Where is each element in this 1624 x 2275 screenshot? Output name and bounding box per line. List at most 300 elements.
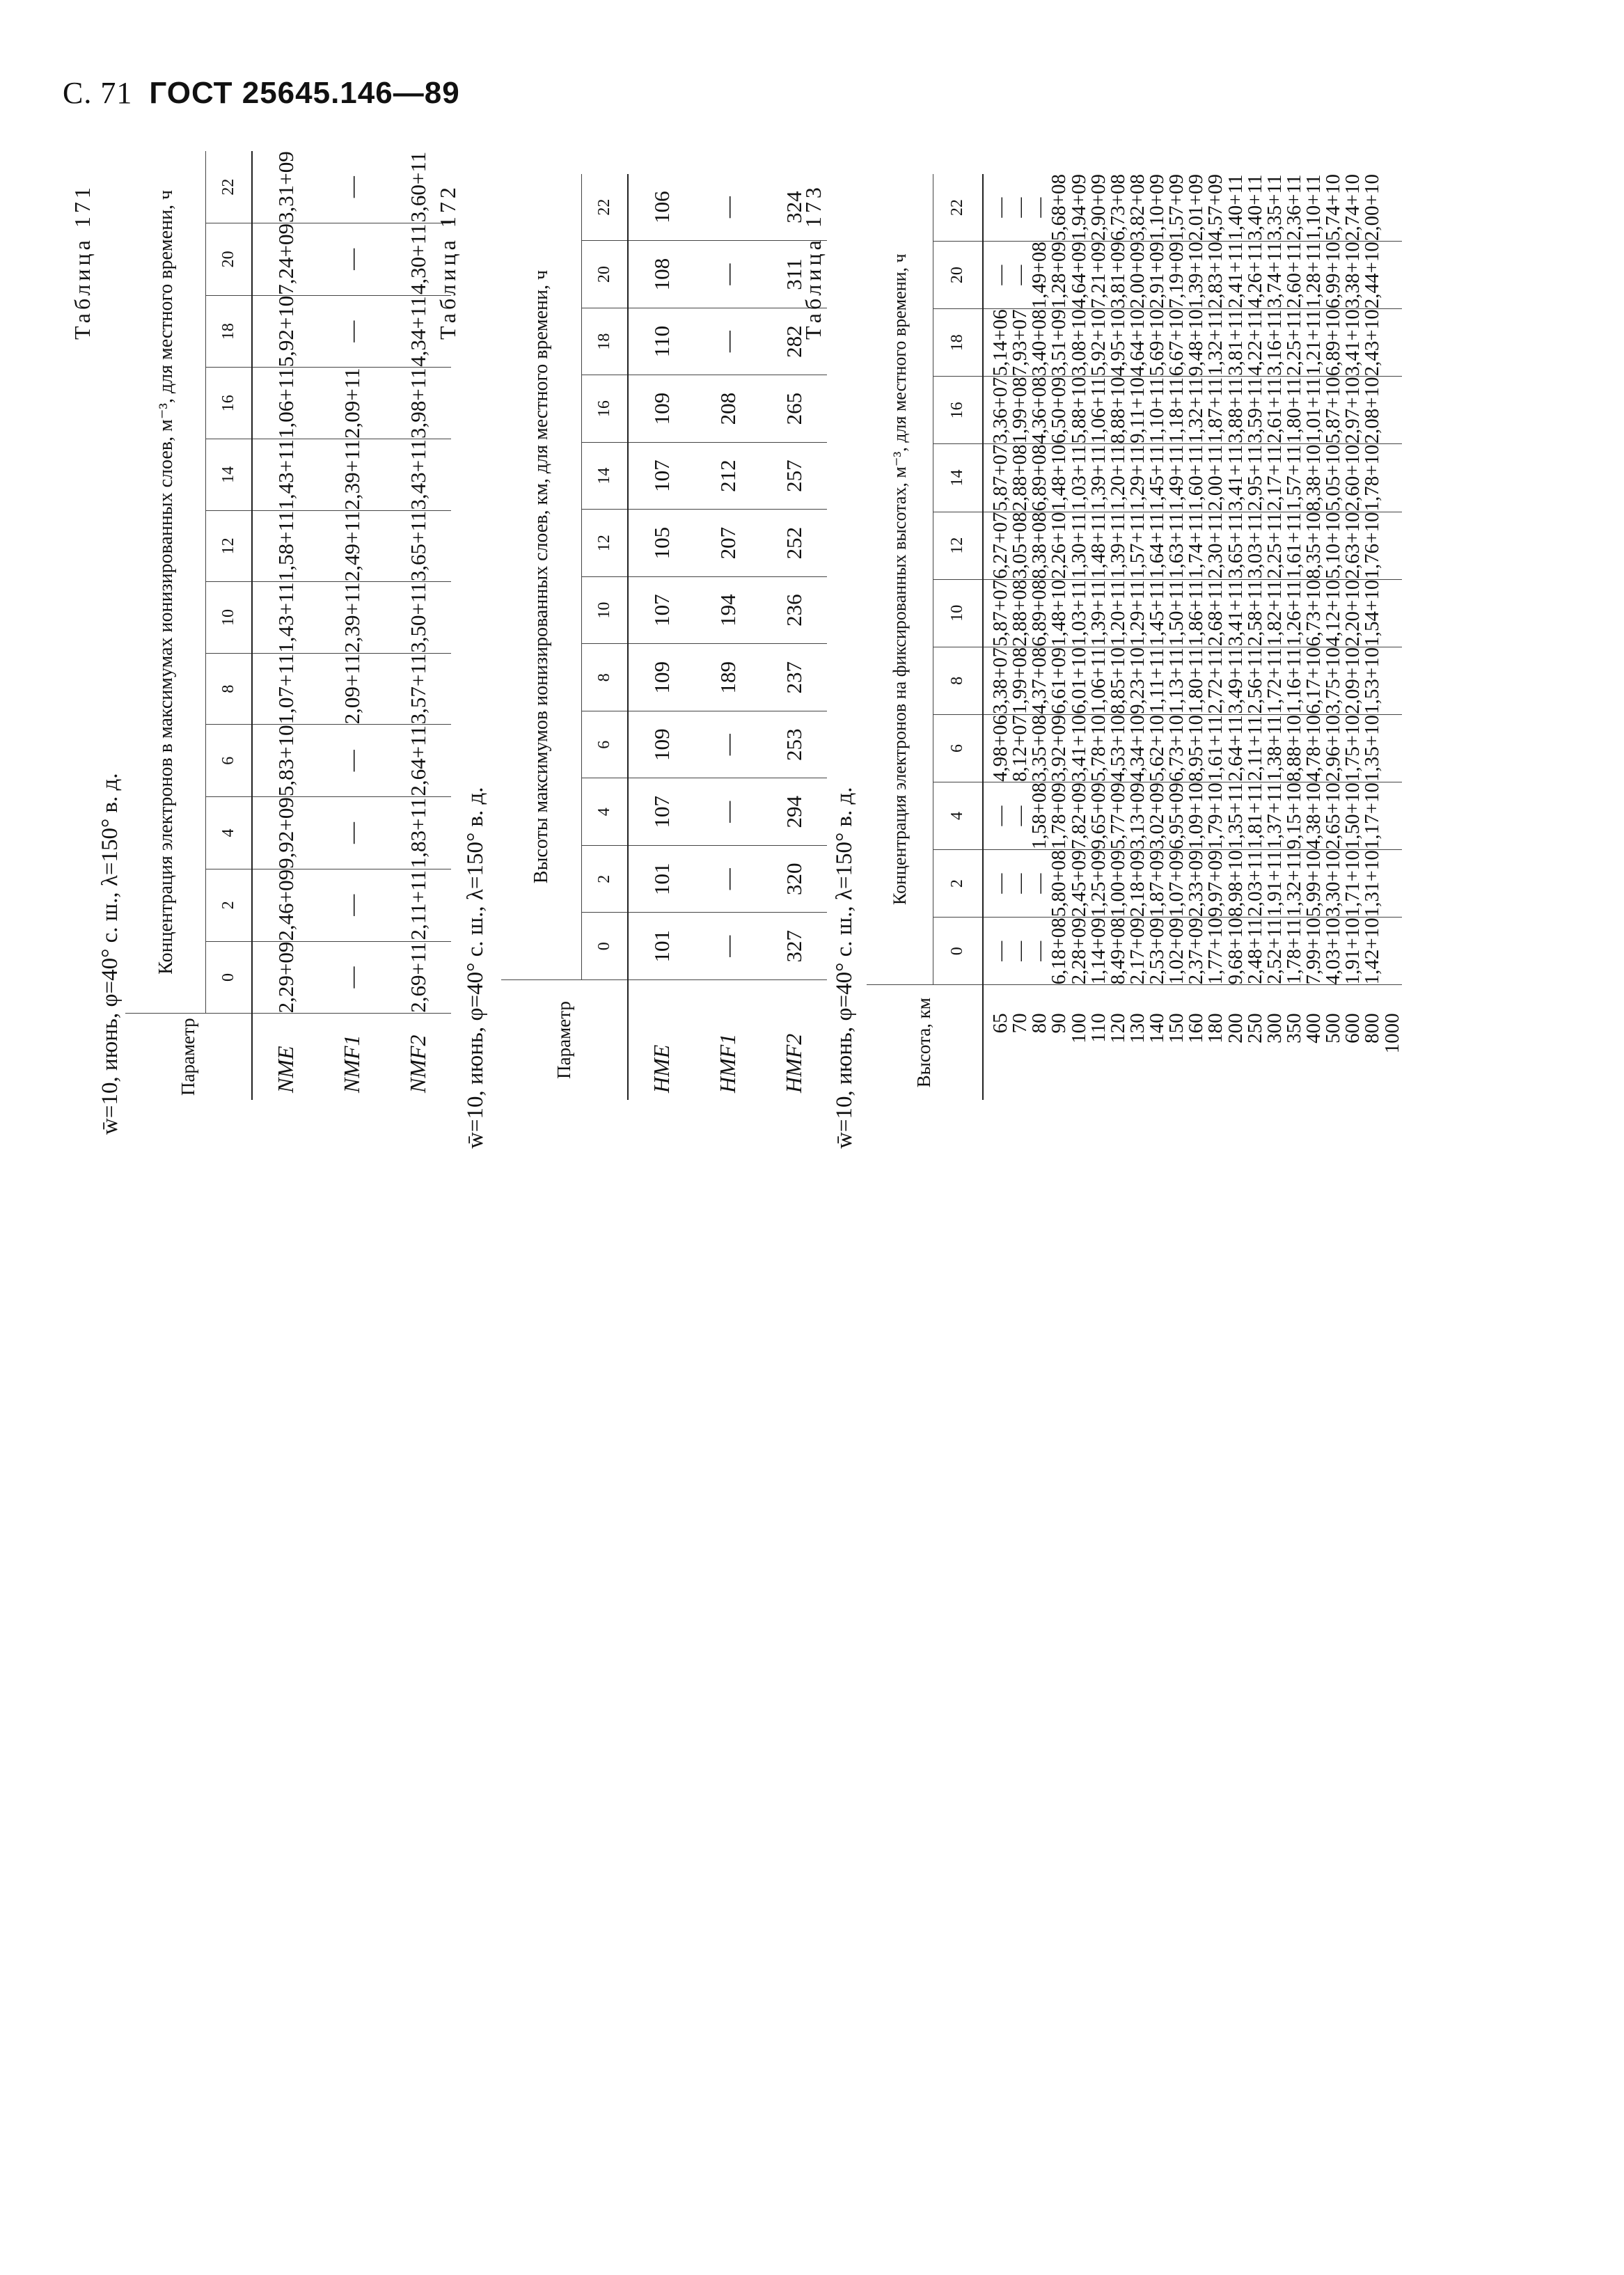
hours-row [933,174,984,1100]
cell-value: 1,61+11 [1282,512,1305,579]
cell-value: 1,99+08 [1009,377,1032,444]
cell-value: 4,22+11 [1243,309,1266,376]
cell-value: 4,64+09 [1067,242,1090,309]
cell-value: 5,92+10 [1087,309,1110,377]
height-value: 200 [1224,1013,1247,1044]
cell-value: 5,62+10 [1146,714,1168,782]
header-row [501,174,582,1100]
height-value: 140 [1146,1013,1168,1044]
cell-value: 3,16+11 [1263,309,1286,376]
cell-value: 1,78+10 [1361,444,1384,512]
cell-value: 2,64+11 [1224,715,1247,782]
cell-value: 265 [761,375,827,443]
cell-value: 8,38+10 [1302,444,1325,512]
cell-value: 7,19+09 [1165,242,1188,309]
hour-header: 2 [933,850,984,918]
cell-value: 106 [649,191,674,223]
cell-value: 1,20+11 [1106,444,1129,512]
cell-value: 7,21+09 [1087,242,1110,309]
cell-value: 2,39+11 [319,582,385,654]
cell-value: 1,76+10 [1361,512,1384,579]
cell-value: — [339,176,364,198]
hour-header: 2 [582,845,629,913]
cell-value: 9,11+10 [1126,377,1149,443]
cell-value: 109 [628,711,695,778]
param-name: NME [252,1014,319,1100]
cell-value: 1,79+10 [1204,782,1227,850]
cell-value: 212 [695,442,761,510]
table-row [695,174,761,1100]
hour-header: 16 [933,377,984,444]
cell-value: 7,82+09 [1067,782,1090,850]
cell-value: 1,49+08 [1028,242,1051,309]
cell-value: 194 [695,576,761,644]
cell-value: 4,37+08 [1028,647,1051,714]
cell-value: 324 [781,191,806,223]
cell-value: 1,50+10 [1341,782,1364,850]
hour-header: 14 [933,444,984,512]
hour-header: 6 [582,711,629,778]
cell-value: 2,37+09 [1185,918,1208,985]
cell-value: 3,31+09 [273,151,298,223]
cell-value: 4,30+11 [385,223,451,295]
cell-value: 236 [761,576,827,644]
table-row [252,151,319,1100]
cell-value: 1,53+10 [1361,647,1384,714]
hour-header: 12 [933,512,984,579]
hours-row [206,151,253,1100]
cell-value: 1,29+11 [1126,580,1149,647]
value-column [983,579,1402,647]
cell-value: 1,71+10 [1341,850,1364,918]
cell-value: 6,18+08 [1048,918,1071,985]
cell-value: 5,92+10 [252,295,319,368]
cell-value: 108 [628,241,695,308]
table-173-label: Таблица 173 [801,184,826,340]
cell-value: 2,88+08 [1009,444,1032,512]
value-column [983,242,1402,309]
cell-value: 2,69+11 [385,941,451,1014]
cell-value: — [695,308,761,375]
hour-header: 8 [582,644,629,711]
cell-value: 1,45+11 [1146,444,1168,512]
cell-value: 1,10+09 [1146,174,1168,242]
cell-value: 107 [628,576,695,644]
cell-value: 1,10+11 [1302,174,1325,241]
height-value: 100 [1067,1013,1090,1044]
cell-value: 1,07+09 [1165,850,1188,918]
height-value: 70 [1009,1013,1032,1034]
cell-value: 6,95+09 [1165,782,1188,850]
cell-value: 1,13+11 [1165,647,1188,714]
table-173-condition: w̄=10, июнь, φ=40° с. ш., λ=150° в. д. [832,787,857,1149]
hour-header: 22 [582,174,629,241]
cell-value: 2,90+09 [1087,174,1110,242]
cell-value: 3,35+08 [1028,714,1051,782]
cell-value: 3,92+09 [1048,714,1071,782]
cell-value: 3,05+08 [1009,512,1032,579]
cell-value: 1,03+11 [1067,580,1090,647]
cell-value: 2,30+11 [1204,512,1227,579]
cell-value: — [1009,197,1032,218]
group-header: Концентрация электронов в максимумах ионизированных слоев, м⁻³, для местного времени, ч [125,151,206,1014]
cell-value: 2,65+10 [1322,782,1345,850]
cell-value: 5,80+08 [1048,850,1071,918]
cell-value: 2,41+11 [1224,242,1247,308]
cell-value: 1,86+11 [1185,580,1208,647]
hour-header: 12 [206,510,253,582]
hour-header: 22 [206,151,253,223]
cell-value: 2,95+11 [1243,444,1266,512]
height-value: 130 [1126,1013,1149,1044]
height-value: 150 [1165,1013,1188,1044]
cell-value: 109 [628,644,695,711]
hour-header: 10 [206,582,253,654]
cell-value: 208 [695,375,761,443]
cell-value: 9,23+10 [1126,647,1149,714]
cell-value: 6,89+10 [1322,309,1345,377]
cell-value: 1,81+11 [1243,782,1266,849]
hour-header: 16 [582,375,629,443]
cell-value: — [319,941,385,1014]
cell-value: 2,17+09 [1126,918,1149,985]
value-column [983,782,1402,849]
cell-value: 2,33+09 [1185,850,1208,918]
cell-value: 6,50+09 [1048,377,1071,444]
height-value: 1000 [1380,1013,1403,1054]
cell-value: 9,68+10 [1224,918,1247,985]
param-header: Параметр [125,1014,252,1100]
table-171-grid [125,151,451,1100]
cell-value: 4,64+10 [1126,309,1149,377]
cell-value: 1,91+10 [1341,918,1364,985]
cell-value: 1,01+11 [1302,377,1325,443]
cell-value: 3,59+11 [1243,377,1266,443]
hour-header: 14 [582,442,629,510]
cell-value: 1,58+11 [252,510,319,582]
cell-value: 1,21+11 [1302,309,1325,376]
table-171-label: Таблица 171 [70,184,95,340]
cell-value: 3,36+07 [989,377,1011,444]
cell-value: 3,30+10 [1322,850,1345,918]
cell-value: 9,15+10 [1282,782,1305,850]
cell-value: 1,18+11 [1165,377,1188,443]
cell-value: 1,11+11 [1146,647,1168,714]
cell-value: 5,78+10 [1087,714,1110,782]
height-value: 250 [1243,1013,1266,1044]
cell-value: 1,40+11 [1224,174,1247,241]
cell-value: — [989,197,1011,218]
cell-value: — [695,778,761,846]
cell-value: 105 [628,510,695,577]
cell-value: 8,38+08 [1028,512,1051,579]
cell-value: 101 [628,845,695,913]
cell-value: 3,40+11 [1243,174,1266,241]
cell-value: 8,98+10 [1224,850,1247,918]
cell-value: 1,25+09 [1087,850,1110,918]
cell-value: 2,60+11 [1282,242,1305,308]
cell-value: 3,60+11 [405,151,430,223]
cell-value: 107 [628,778,695,846]
cell-value: 3,65+11 [1224,512,1247,579]
cell-value: 294 [761,778,827,846]
cell-value: 1,87+11 [1204,377,1227,443]
cell-value: 1,64+11 [1146,512,1168,579]
cell-value: 101 [628,913,695,980]
cell-value: 1,35+10 [1361,714,1384,782]
group-header: Концентрация электронов на фиксированных высотах, м⁻³, для местного времени, ч [867,174,933,985]
cell-value: 1,57+09 [1165,174,1188,242]
cell-value: 4,53+10 [1106,714,1129,782]
cell-value: 1,87+09 [1146,850,1168,918]
cell-value: 257 [761,442,827,510]
cell-value: 1,77+10 [1204,918,1227,985]
value-column [983,850,1402,918]
cell-value: 6,67+10 [1165,309,1188,377]
cell-value: 2,74+10 [1341,174,1364,242]
hour-header: 2 [206,869,253,941]
cell-value: 3,38+07 [989,647,1011,714]
hour-header: 10 [582,576,629,644]
cell-value: 1,20+11 [1106,580,1129,647]
cell-value: 6,01+10 [1067,647,1090,714]
group-header: Высоты максимумов ионизированных слоев, км, для местного времени, ч [501,174,582,980]
gost-code: ГОСТ 25645.146—89 [149,76,460,110]
cell-value: 6,89+08 [1028,579,1051,647]
cell-value: 5,87+10 [1322,377,1345,444]
cell-value: 1,09+10 [1185,782,1208,850]
param-name: HME [628,980,695,1101]
height-column [983,985,1402,1100]
param-name: HMF1 [695,980,761,1101]
cell-value: 2,11+11 [385,869,451,941]
cell-value: 3,41+10 [1067,714,1090,782]
cell-value: 1,94+09 [1067,174,1090,242]
table-172-label: Таблица 172 [435,184,460,340]
height-value: 160 [1185,1013,1208,1044]
page-number: С. 71 [63,76,133,110]
cell-value: 1,42+10 [1361,918,1384,985]
cell-value: 4,12+10 [1322,579,1345,647]
cell-value: — [319,295,385,368]
cell-value: 1,17+10 [1361,782,1384,850]
cell-value: 7,24+09 [252,223,319,295]
cell-value: 2,64+11 [385,725,451,797]
cell-value: 8,85+10 [1106,647,1129,714]
cell-value: — [989,805,1011,826]
cell-value: 1,28+11 [1302,242,1325,308]
cell-value: 1,54+10 [1361,579,1384,647]
table-173 [867,174,1402,1100]
cell-value: 5,77+09 [1106,782,1129,850]
cell-value: 311 [761,241,827,308]
cell-value: 2,09+11 [319,653,385,725]
cell-value: 6,99+10 [1322,242,1345,309]
hour-header: 20 [206,223,253,295]
cell-value: 5,87+07 [989,444,1011,512]
cell-value: 2,08+10 [1361,377,1384,444]
cell-value: 1,39+11 [1087,444,1110,512]
hour-header: 4 [206,797,253,869]
cell-value: 2,26+10 [1048,512,1071,579]
cell-value: 252 [761,510,827,577]
cell-value: 9,92+09 [252,797,319,869]
hour-header: 10 [933,579,984,647]
hour-header: 16 [206,368,253,439]
cell-value: 2,11+11 [1243,715,1266,781]
cell-value: 5,88+10 [1067,377,1090,444]
table-row [628,174,695,1100]
cell-value: 1,91+11 [1263,850,1286,917]
cell-value: 3,81+11 [1224,309,1247,376]
cell-value: 1,32+11 [1282,850,1305,917]
cell-value: 3,13+09 [1126,782,1149,850]
cell-value: 4,34+10 [1126,714,1149,782]
cell-value: 3,41+11 [1224,444,1247,512]
cell-value: 110 [628,308,695,375]
cell-value: 1,83+11 [385,797,451,869]
cell-value: 7,93+07 [1009,309,1032,377]
hour-header: 18 [582,308,629,375]
cell-value: 8,49+08 [1106,918,1129,985]
height-value: 180 [1204,1013,1227,1044]
height-value: 65 [989,1013,1011,1034]
cell-value: 1,32+11 [1204,309,1227,376]
cell-value: 1,14+09 [1087,918,1110,985]
cell-value: 109 [628,375,695,443]
cell-value: 1,61+11 [1204,715,1227,782]
param-header: Параметр [501,980,628,1101]
header-row [867,174,933,1100]
cell-value: — [1009,940,1032,961]
cell-value: 2,25+11 [1263,512,1286,579]
cell-value: 2,20+10 [1341,579,1364,647]
cell-value: 5,68+08 [1048,174,1071,242]
cell-value: 8,12+07 [1009,714,1032,782]
cell-value: 1,37+11 [1263,782,1286,849]
cell-value: 2,58+11 [1243,580,1266,647]
height-value: 110 [1087,1013,1110,1043]
cell-value: 1,39+11 [1106,512,1129,579]
cell-value: 1,31+10 [1361,850,1384,918]
cell-value: 207 [695,510,761,577]
cell-value: 5,05+10 [1322,444,1345,512]
height-value: 600 [1341,1013,1364,1044]
cell-value: — [1009,873,1032,894]
table-172-condition: w̄=10, июнь, φ=40° с. ш., λ=150° в. д. [463,787,488,1149]
cell-value: 2,96+10 [1322,714,1345,782]
param-name: NMF2 [385,1014,451,1100]
cell-value: 5,99+10 [1302,850,1325,918]
param-name: HMF2 [761,980,827,1101]
value-column [983,444,1402,512]
cell-value: 1,78+09 [1048,782,1071,850]
cell-value: — [1028,940,1051,961]
cell-value: 2,01+09 [1185,174,1208,242]
height-value: 120 [1106,1013,1129,1044]
cell-value: 1,29+11 [1126,444,1149,512]
cell-value: 2,48+11 [1243,918,1266,984]
cell-value: 7,99+10 [1302,918,1325,985]
cell-value: 5,14+06 [989,309,1011,377]
cell-value: 2,00+10 [1361,174,1384,242]
height-value: 90 [1048,1013,1071,1034]
cell-value: 2,97+10 [1341,377,1364,444]
cell-value: 3,98+11 [385,368,451,439]
cell-value: 6,73+10 [1165,714,1188,782]
cell-value: 3,40+08 [1028,309,1051,377]
cell-value: 2,63+10 [1341,512,1364,579]
cell-value: 2,18+09 [1126,850,1149,918]
cell-value: 4,26+11 [1243,242,1266,308]
hour-header: 14 [206,439,253,511]
hour-header: 0 [582,913,629,980]
table-171 [125,151,451,1100]
cell-value: 5,10+10 [1322,512,1345,579]
cell-value: 2,88+08 [1009,579,1032,647]
height-value: 300 [1263,1013,1286,1044]
cell-value: 2,46+09 [252,869,319,941]
cell-value: — [695,241,761,308]
hour-header: 0 [206,941,253,1014]
cell-value: 2,17+11 [1263,444,1286,512]
cell-value: 4,03+10 [1322,918,1345,985]
cell-value: 4,95+10 [1106,309,1129,377]
cell-value: 8,88+10 [1106,377,1129,444]
cell-value: 1,35+11 [1224,782,1247,849]
cell-value: — [1028,197,1051,218]
cell-value: 6,73+08 [1106,174,1129,242]
cell-value: 4,38+10 [1302,782,1325,850]
cell-value: 1,80+11 [1282,377,1305,443]
cell-value: 6,61+09 [1048,647,1071,714]
cell-value: 3,82+08 [1126,174,1149,242]
hour-header: 0 [933,918,984,985]
cell-value: 3,49+11 [1224,647,1247,714]
param-name: NMF1 [319,1014,385,1100]
cell-value: 6,27+07 [989,512,1011,579]
cell-value: 1,78+11 [1282,918,1305,984]
cell-value: 3,57+11 [385,653,451,725]
cell-value: 1,49+11 [1165,444,1188,512]
cell-value: 2,00+11 [1204,444,1227,512]
cell-value: — [715,196,740,219]
cell-value: 3,41+11 [1224,580,1247,647]
cell-value: 5,74+10 [1322,174,1345,242]
cell-value: 3,03+11 [1243,512,1266,579]
cell-value: 2,00+09 [1126,242,1149,309]
cell-value: 2,83+10 [1204,242,1227,309]
height-value: 500 [1322,1013,1345,1044]
cell-value: 1,30+11 [1067,512,1090,579]
cell-value: 2,45+09 [1067,850,1090,918]
cell-value: — [695,711,761,778]
cell-value: 8,88+10 [1282,714,1305,782]
hour-header: 12 [582,510,629,577]
value-column [983,512,1402,579]
cell-value: — [1009,805,1032,826]
cell-value: 9,65+09 [1087,782,1110,850]
cell-value: 6,73+10 [1302,579,1325,647]
cell-value: 6,17+10 [1302,647,1325,714]
cell-value: 1,48+10 [1048,444,1071,512]
cell-value: 2,68+11 [1204,580,1227,647]
table-172-grid [501,174,827,1100]
hour-header: 22 [933,174,984,242]
cell-value: 8,35+10 [1302,512,1325,579]
cell-value: 1,26+11 [1282,580,1305,647]
cell-value: — [695,913,761,980]
